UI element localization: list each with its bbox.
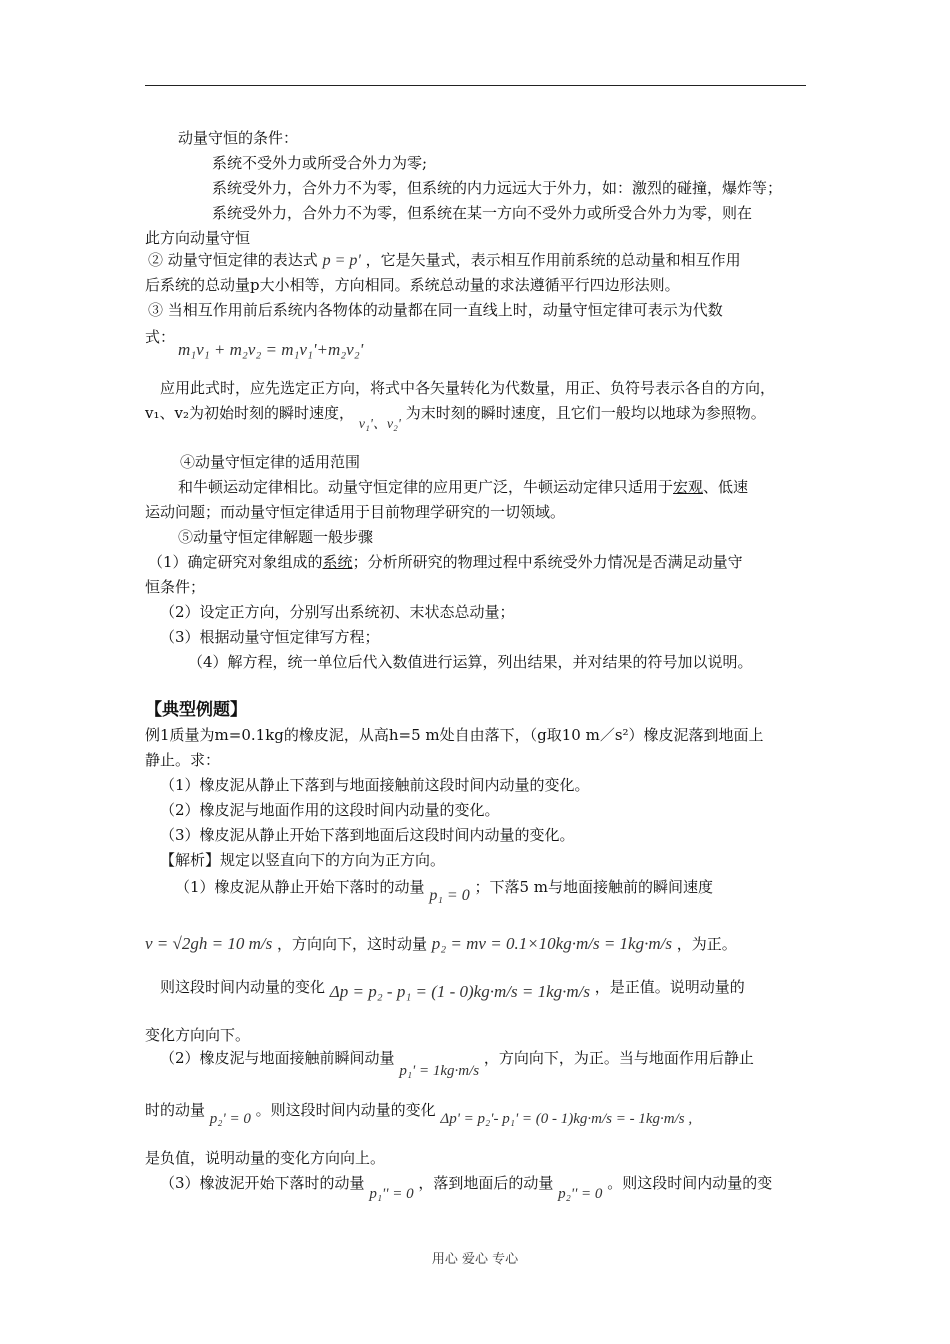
formula-p1-zero: p₁ = 0 (429, 887, 470, 904)
question-2: （2）橡皮泥与地面作用的这段时间内动量的变化。 (160, 801, 500, 819)
formula-p2-double-prime: p₂'' = 0 (558, 1186, 603, 1202)
formula-delta-p-prime: Δp' = p₂'- p₁' = (0 - 1)kg·m/s = - 1kg·m/s , (440, 1111, 693, 1127)
solution-1-change-text: 则这段时间内动量的变化 (160, 978, 326, 996)
condition-3-cont: 此方向动量守恒 (145, 229, 251, 247)
scope-text: 和牛顿运动定律相比。动量守恒定律的应用更广泛，牛顿运动定律只适用于 (178, 478, 674, 496)
scope-paragraph (178, 477, 748, 497)
system-link: 系统 (322, 553, 353, 571)
solution-3-mid: ，落到地面后的动量 (418, 1174, 554, 1192)
condition-1: 系统不受外力或所受合外力为零; (212, 154, 428, 172)
condition-3: 系统受外力，合外力不为零，但系统在某一方向不受外力或所受合外力为零，则在 (212, 204, 753, 222)
solution-2 (160, 1048, 754, 1079)
header-rule (145, 85, 806, 86)
step-1-rest: ；分析所研究的物理过程中系统受外力情况是否满足动量守 (352, 553, 743, 571)
formula-p1-double-prime: p₁'' = 0 (369, 1186, 414, 1202)
analysis-heading: 【解析】规定以竖直向下的方向为正方向。 (160, 851, 446, 869)
solution-2-text: （2）橡皮泥与地面接触前瞬间动量 (160, 1049, 395, 1067)
usage-paragraph: 应用此式时，应先选定正方向，将式中各矢量转化为代数量，用正、负符号表示各自的方向， (160, 379, 776, 397)
solution-2-change: 。则这段时间内动量的变化 (255, 1101, 436, 1119)
solution-1-direction: ，方向向下，这时动量 (276, 935, 427, 953)
solution-3 (160, 1173, 773, 1202)
step-1-text: （1）确定研究对象组成的 (148, 553, 323, 571)
algebraic-label: 式： (145, 328, 176, 346)
step-4: （4）解方程，统一单位后代入数值进行运算，列出结果，并对结果的符号加以说明。 (188, 653, 753, 671)
expression-rest: ，它是矢量式，表示相互作用前系统的总动量和相互作用 (365, 251, 741, 269)
solution-1-positive: ，为正。 (676, 935, 737, 953)
steps-heading: ⑤动量守恒定律解题一般步骤 (178, 528, 374, 546)
formula-p2-prime: p₂' = 0 (209, 1111, 251, 1127)
scope-heading: ④动量守恒定律的适用范围 (180, 453, 361, 471)
solution-1-velocity (145, 934, 737, 954)
condition-2: 系统受外力，合外力不为零，但系统的内力远远大于外力，如：激烈的碰撞，爆炸等； (212, 179, 783, 197)
step-2: （2）设定正方向，分别写出系统初、末状态总动量； (160, 603, 515, 621)
macro-link: 宏观 (673, 478, 704, 496)
question-1: （1）橡皮泥从静止下落到与地面接触前这段时间内动量的变化。 (160, 776, 590, 794)
formula-final-velocities: v₁'、v₂' (358, 417, 401, 432)
formula-p2: p₂ = mv = 0.1×10kg·m/s = 1kg·m/s (431, 934, 672, 953)
solution-1-change-rest: ，是正值。说明动量的 (594, 978, 745, 996)
step-3: （3）根据动量守恒定律写方程； (160, 628, 380, 646)
example-1-statement-cont: 静止。求： (145, 751, 221, 769)
expression-cont: 后系统的总动量p大小相等，方向相同。系统总动量的求法遵循平行四边形法则。 (145, 276, 680, 294)
solution-2-cont: 是负值，说明动量的变化方向向上。 (145, 1149, 386, 1167)
solution-1 (175, 877, 714, 904)
scope-cont: 运动问题；而动量守恒定律适用于目前物理学研究的一切领域。 (145, 503, 566, 521)
question-3: （3）橡皮泥从静止开始下落到地面后这段时间内动量的变化。 (160, 826, 575, 844)
solution-2-line2 (145, 1100, 693, 1127)
formula-delta-p: Δp = p₂ - p₁ = (1 - 0)kg·m/s = 1kg·m/s (329, 982, 590, 1001)
example-1-statement: 例1质量为m=0.1kg的橡皮泥，从高h=5 m处自由落下，（g取10 m／s²）橡皮泥落到地面上 (145, 726, 764, 744)
solution-2-rest: ，方向向下，为正。当与地面作用后静止 (483, 1049, 754, 1067)
step-1 (148, 552, 743, 572)
scope-text-end: 、低速 (703, 478, 749, 496)
page-footer: 用心 爱心 专心 (431, 1252, 519, 1267)
formula-velocity: v = √2gh = 10 m/s (145, 934, 273, 953)
step-1-cont: 恒条件； (145, 578, 206, 596)
solution-1-cont: 变化方向向下。 (145, 1026, 251, 1044)
solution-3-text: （3）橡波泥开始下落时的动量 (160, 1174, 365, 1192)
solution-1-rest: ；下落5 m与地面接触前的瞬间速度 (474, 878, 714, 896)
solution-3-end: 。则这段时间内动量的变 (607, 1174, 773, 1192)
conditions-heading: 动量守恒的条件： (178, 129, 299, 147)
solution-1-change (160, 977, 745, 1001)
usage-initial-velocity: v₁、v₂为初始时刻的瞬时速度， (145, 404, 354, 422)
usage-cont (145, 403, 766, 432)
solution-2-momentum: 时的动量 (145, 1101, 206, 1119)
formula-p1-prime: p₁' = 1kg·m/s (399, 1063, 480, 1079)
usage-final-velocity: 为末时刻的瞬时速度，且它们一般均以地球为参照物。 (405, 404, 766, 422)
expression-lead: ② 动量守恒定律的表达式 (148, 251, 318, 269)
solution-1-text: （1）橡皮泥从静止开始下落时的动量 (175, 878, 425, 896)
algebraic-paragraph: ③ 当相互作用前后系统内各物体的动量都在同一直线上时，动量守恒定律可表示为代数 (148, 301, 723, 319)
formula-p-equals-p-prime: p = p' (322, 252, 361, 269)
section-title: 【典型例题】 (145, 700, 247, 720)
expression-paragraph (148, 250, 741, 271)
formula-momentum-conservation: m₁v₁ + m₂v₂ = m₁v₁'+m₂v₂' (178, 340, 364, 359)
